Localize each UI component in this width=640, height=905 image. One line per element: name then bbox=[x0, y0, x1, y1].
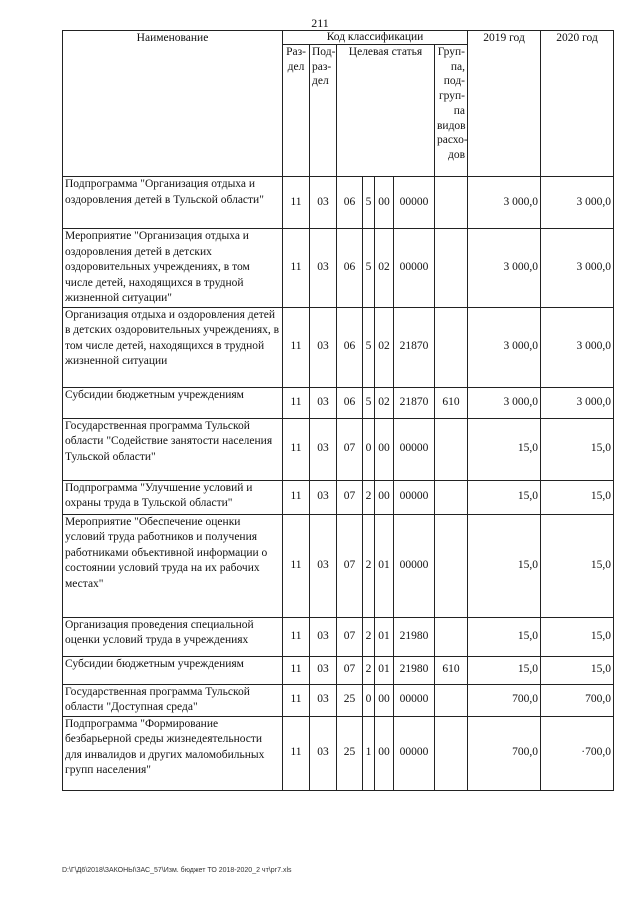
cell-expense-group bbox=[435, 229, 468, 308]
cell-program: 06 bbox=[337, 229, 363, 308]
cell-razdel: 11 bbox=[283, 684, 310, 716]
cell-amount-2019: 15,0 bbox=[468, 418, 541, 480]
cell-event: 00 bbox=[375, 716, 394, 790]
cell-podrazdel: 03 bbox=[310, 418, 337, 480]
cell-amount-2020: 700,0 bbox=[541, 684, 614, 716]
cell-razdel: 11 bbox=[283, 229, 310, 308]
cell-subprogram: 2 bbox=[363, 514, 375, 617]
table-row bbox=[63, 716, 614, 790]
header-name: Наименование bbox=[63, 31, 283, 177]
cell-event: 00 bbox=[375, 684, 394, 716]
cell-expense-group bbox=[435, 480, 468, 514]
cell-razdel: 11 bbox=[283, 716, 310, 790]
cell-podrazdel: 03 bbox=[310, 480, 337, 514]
cell-event: 02 bbox=[375, 307, 394, 387]
cell-program: 07 bbox=[337, 480, 363, 514]
cell-razdel: 11 bbox=[283, 387, 310, 418]
row-name: Субсидии бюджетным учреждениям bbox=[63, 387, 283, 418]
row-name: Государственная программа Тульской области "Содействие занятости населения Тульской области" bbox=[63, 418, 283, 480]
header-razdel-text: Раз- дел bbox=[286, 46, 306, 73]
cell-amount-2019: 700,0 bbox=[468, 716, 541, 790]
row-name: Подпрограмма "Организация отдыха и оздоровления детей в Тульской области" bbox=[63, 177, 283, 229]
cell-podrazdel: 03 bbox=[310, 656, 337, 684]
table-row bbox=[63, 229, 614, 308]
cell-direction: 00000 bbox=[394, 418, 435, 480]
row-name: Подпрограмма "Улучшение условий и охраны труда в Тульской области" bbox=[63, 480, 283, 514]
cell-direction: 21870 bbox=[394, 387, 435, 418]
table-row bbox=[63, 656, 614, 684]
row-name: Субсидии бюджетным учреждениям bbox=[63, 656, 283, 684]
cell-podrazdel: 03 bbox=[310, 716, 337, 790]
header-year-2020: 2020 год bbox=[541, 31, 614, 177]
cell-subprogram: 2 bbox=[363, 656, 375, 684]
header-expense-group-text: Груп- па, под- груп- па видов расхо- дов bbox=[437, 46, 468, 162]
cell-amount-2019: 700,0 bbox=[468, 684, 541, 716]
cell-expense-group bbox=[435, 418, 468, 480]
cell-program: 07 bbox=[337, 418, 363, 480]
cell-subprogram: 5 bbox=[363, 307, 375, 387]
cell-direction: 00000 bbox=[394, 177, 435, 229]
header-target-article: Целевая статья bbox=[337, 45, 435, 177]
cell-expense-group bbox=[435, 684, 468, 716]
cell-razdel: 11 bbox=[283, 418, 310, 480]
cell-program: 06 bbox=[337, 387, 363, 418]
table-row bbox=[63, 480, 614, 514]
cell-subprogram: 5 bbox=[363, 387, 375, 418]
cell-program: 06 bbox=[337, 307, 363, 387]
table-row bbox=[63, 177, 614, 229]
table-row bbox=[63, 684, 614, 716]
cell-direction: 00000 bbox=[394, 684, 435, 716]
cell-subprogram: 0 bbox=[363, 684, 375, 716]
cell-expense-group bbox=[435, 514, 468, 617]
cell-expense-group bbox=[435, 617, 468, 656]
cell-event: 02 bbox=[375, 387, 394, 418]
cell-amount-2020: 3 000,0 bbox=[541, 307, 614, 387]
cell-razdel: 11 bbox=[283, 307, 310, 387]
cell-amount-2019: 3 000,0 bbox=[468, 177, 541, 229]
row-name: Организация отдыха и оздоровления детей в детских оздоровительных учреждениях, в том числе детей, находящихся в трудной жизненной ситуации bbox=[63, 307, 283, 387]
table-row bbox=[63, 307, 614, 387]
cell-expense-group: 610 bbox=[435, 656, 468, 684]
cell-direction: 00000 bbox=[394, 514, 435, 617]
cell-direction: 21980 bbox=[394, 656, 435, 684]
row-name: Государственная программа Тульской области "Доступная среда" bbox=[63, 684, 283, 716]
cell-amount-2020: 3 000,0 bbox=[541, 387, 614, 418]
cell-podrazdel: 03 bbox=[310, 387, 337, 418]
row-name: Мероприятие "Организация отдыха и оздоровления детей в детских оздоровительных учреждениях, в том числе детей, находящихся в трудной жизненной ситуации" bbox=[63, 229, 283, 308]
cell-amount-2019: 3 000,0 bbox=[468, 229, 541, 308]
header-razdel bbox=[283, 45, 310, 177]
cell-amount-2020: 3 000,0 bbox=[541, 177, 614, 229]
cell-amount-2019: 3 000,0 bbox=[468, 387, 541, 418]
table-row bbox=[63, 418, 614, 480]
cell-amount-2019: 15,0 bbox=[468, 514, 541, 617]
cell-subprogram: 1 bbox=[363, 716, 375, 790]
cell-amount-2019: 3 000,0 bbox=[468, 307, 541, 387]
table-row bbox=[63, 617, 614, 656]
budget-table bbox=[62, 30, 614, 791]
cell-podrazdel: 03 bbox=[310, 229, 337, 308]
cell-podrazdel: 03 bbox=[310, 514, 337, 617]
cell-razdel: 11 bbox=[283, 514, 310, 617]
cell-amount-2020: 15,0 bbox=[541, 480, 614, 514]
cell-subprogram: 2 bbox=[363, 617, 375, 656]
header-code: Код классификации bbox=[283, 31, 468, 45]
cell-amount-2020: 15,0 bbox=[541, 514, 614, 617]
cell-direction: 21870 bbox=[394, 307, 435, 387]
cell-expense-group bbox=[435, 307, 468, 387]
cell-direction: 00000 bbox=[394, 716, 435, 790]
cell-amount-2020: 15,0 bbox=[541, 656, 614, 684]
cell-event: 00 bbox=[375, 480, 394, 514]
cell-podrazdel: 03 bbox=[310, 617, 337, 656]
header-year-2019: 2019 год bbox=[468, 31, 541, 177]
table-row bbox=[63, 514, 614, 617]
cell-event: 02 bbox=[375, 229, 394, 308]
cell-program: 06 bbox=[337, 177, 363, 229]
cell-program: 25 bbox=[337, 684, 363, 716]
cell-event: 00 bbox=[375, 177, 394, 229]
cell-event: 00 bbox=[375, 418, 394, 480]
header-expense-group bbox=[435, 45, 468, 177]
header-podrazdel bbox=[310, 45, 337, 177]
cell-program: 07 bbox=[337, 514, 363, 617]
cell-razdel: 11 bbox=[283, 617, 310, 656]
cell-event: 01 bbox=[375, 656, 394, 684]
cell-amount-2019: 15,0 bbox=[468, 617, 541, 656]
table-row bbox=[63, 387, 614, 418]
file-path-footer: D:\Г\Д6\2018\ЗАКОНЫ\ЗАС_57\Изм. бюджет ТО 2018-2020_2 чт\рг7.xls bbox=[62, 867, 292, 874]
cell-event: 01 bbox=[375, 514, 394, 617]
cell-direction: 21980 bbox=[394, 617, 435, 656]
row-name: Организация проведения специальной оценки условий труда в учреждениях bbox=[63, 617, 283, 656]
cell-amount-2020: ·700,0 bbox=[541, 716, 614, 790]
cell-direction: 00000 bbox=[394, 480, 435, 514]
cell-subprogram: 0 bbox=[363, 418, 375, 480]
cell-program: 07 bbox=[337, 656, 363, 684]
cell-razdel: 11 bbox=[283, 480, 310, 514]
row-name: Подпрограмма "Формирование безбарьерной среды жизнедеятельности для инвалидов и других маломобильных групп населения" bbox=[63, 716, 283, 790]
table-body bbox=[63, 177, 614, 791]
cell-direction: 00000 bbox=[394, 229, 435, 308]
header-podrazdel-text: Под- раз- дел bbox=[312, 46, 336, 88]
cell-subprogram: 2 bbox=[363, 480, 375, 514]
page-number: 211 bbox=[311, 16, 329, 30]
cell-razdel: 11 bbox=[283, 177, 310, 229]
cell-program: 07 bbox=[337, 617, 363, 656]
cell-subprogram: 5 bbox=[363, 229, 375, 308]
cell-amount-2019: 15,0 bbox=[468, 480, 541, 514]
cell-program: 25 bbox=[337, 716, 363, 790]
cell-amount-2020: 15,0 bbox=[541, 418, 614, 480]
cell-razdel: 11 bbox=[283, 656, 310, 684]
row-name: Мероприятие "Обеспечение оценки условий труда работников и получения работниками объективной информации о состоянии условий труда на их рабочих местах" bbox=[63, 514, 283, 617]
cell-podrazdel: 03 bbox=[310, 307, 337, 387]
cell-amount-2020: 15,0 bbox=[541, 617, 614, 656]
cell-expense-group bbox=[435, 716, 468, 790]
cell-amount-2019: 15,0 bbox=[468, 656, 541, 684]
cell-podrazdel: 03 bbox=[310, 177, 337, 229]
cell-event: 01 bbox=[375, 617, 394, 656]
cell-expense-group: 610 bbox=[435, 387, 468, 418]
cell-podrazdel: 03 bbox=[310, 684, 337, 716]
cell-subprogram: 5 bbox=[363, 177, 375, 229]
cell-amount-2020: 3 000,0 bbox=[541, 229, 614, 308]
cell-expense-group bbox=[435, 177, 468, 229]
